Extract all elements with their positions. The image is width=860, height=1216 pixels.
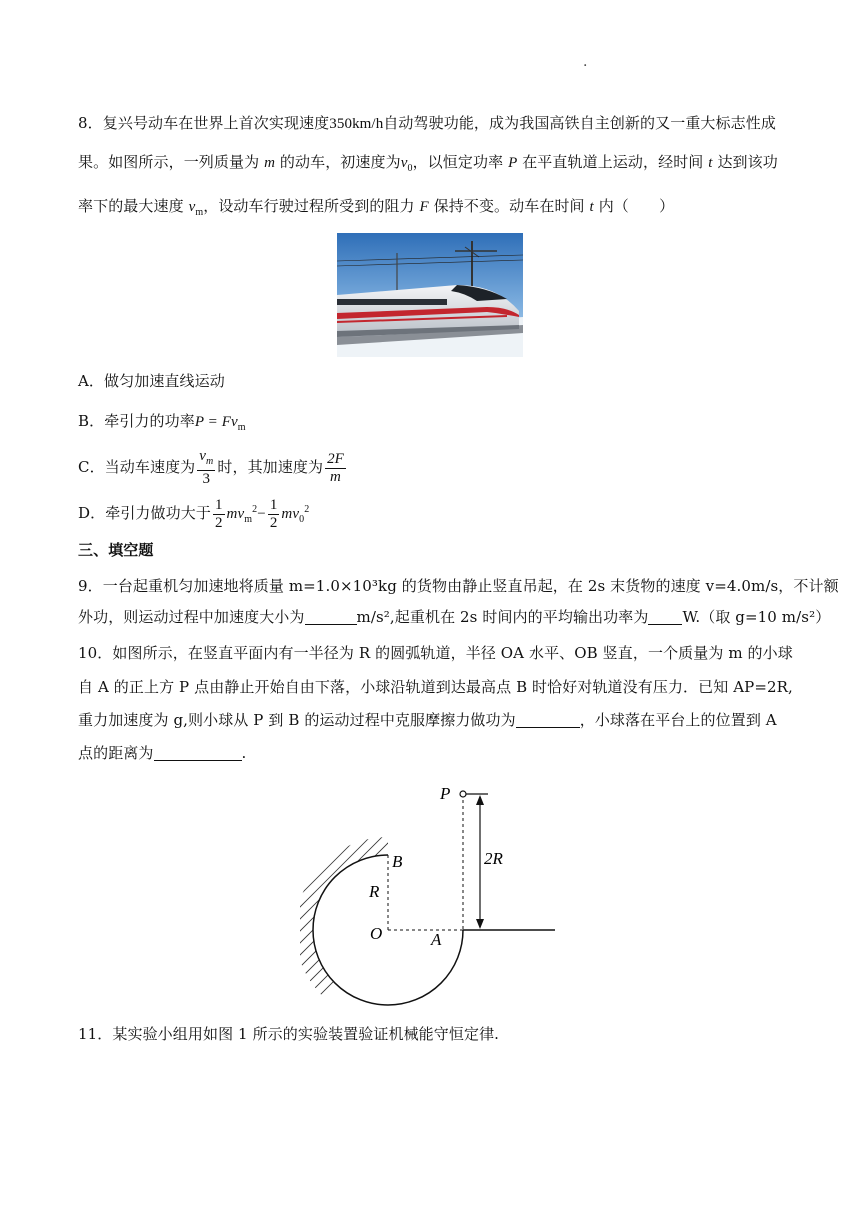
q8-line-2: 果。如图所示，一列质量为 m 的动车，初速度为$v_0$，以恒定功率 P 在平直轨道上运动，经时间 t 达到该功 [78, 153, 778, 174]
q10-line-2: 自 A 的正上方 P 点由静止开始自由下落，小球沿轨道到达最高点 B 时恰好对轨道没有压力．已知 AP=2R, [78, 678, 793, 696]
q8-option-a: A．做匀加速直线运动 [78, 372, 225, 390]
label-a: A [431, 930, 442, 949]
section-heading: 三、填空题 [78, 541, 154, 559]
answer-blank-power[interactable] [648, 608, 682, 625]
fraction-vm-over-3: $\frac{v_m}{3}$ [199, 448, 214, 487]
q8-option-d: D．牵引力做功大于 $\frac{1}{2}$ $mv_m^2-$ $\frac{1}{2}$ $mv_0^2$ [78, 496, 310, 531]
label-r: R [369, 882, 380, 901]
train-photo [337, 233, 523, 357]
label-p: P [440, 784, 451, 803]
answer-blank-friction-work[interactable] [516, 711, 580, 728]
circular-track-diagram [300, 775, 570, 1015]
q8-option-c: C．当动车速度为 $\frac{v_m}{3}$ 时，其加速度为 $\frac{2F}{m}$ [78, 448, 344, 487]
fraction-2f-over-m: $\frac{2F}{m}$ [327, 450, 344, 485]
header-mark: · [583, 58, 588, 74]
q8-line-3: 率下的最大速度 $v_m$，设动车行驶过程所受到的阻力 F 保持不变。动车在时间 t 内（ ） [78, 197, 675, 218]
answer-blank-acceleration[interactable] [305, 608, 357, 625]
q10-line-3: 重力加速度为 g,则小球从 P 到 B 的运动过程中克服摩擦力做功为 ，小球落在平台上的位置到 A [78, 711, 777, 729]
q9-line-1: 9．一台起重机匀加速地将质量 m=1.0×10³kg 的货物由静止竖直吊起，在 2s 末货物的速度 v=4.0m/s，不计额 [78, 577, 839, 595]
q10-line-1: 10．如图所示，在竖直平面内有一半径为 R 的圆弧轨道，半径 OA 水平、OB 竖直，一个质量为 m 的小球 [78, 644, 793, 662]
label-2r: 2R [484, 849, 503, 868]
q10-line-4: 点的距离为 . [78, 744, 247, 762]
ball-at-p [460, 791, 466, 797]
high-speed-train-image [337, 233, 523, 357]
answer-blank-distance[interactable] [154, 744, 242, 761]
label-b: B [392, 852, 403, 871]
q11-line-1: 11．某实验小组用如图 1 所示的实验装置验证机械能守恒定律. [78, 1025, 500, 1043]
q8-line-1: 8．复兴号动车在世界上首次实现速度350km/h自动驾驶功能，成为我国高铁自主创新的又一重大标志性成 [78, 114, 776, 132]
q8-option-b: B．牵引力的功率$P = Fv_m$ [78, 412, 246, 433]
q9-line-2: 外功，则运动过程中加速度大小为 m/s²,起重机在 2s 时间内的平均输出功率为 W.（取 g=10 m/s²） [78, 608, 831, 626]
label-o: O [370, 924, 383, 943]
